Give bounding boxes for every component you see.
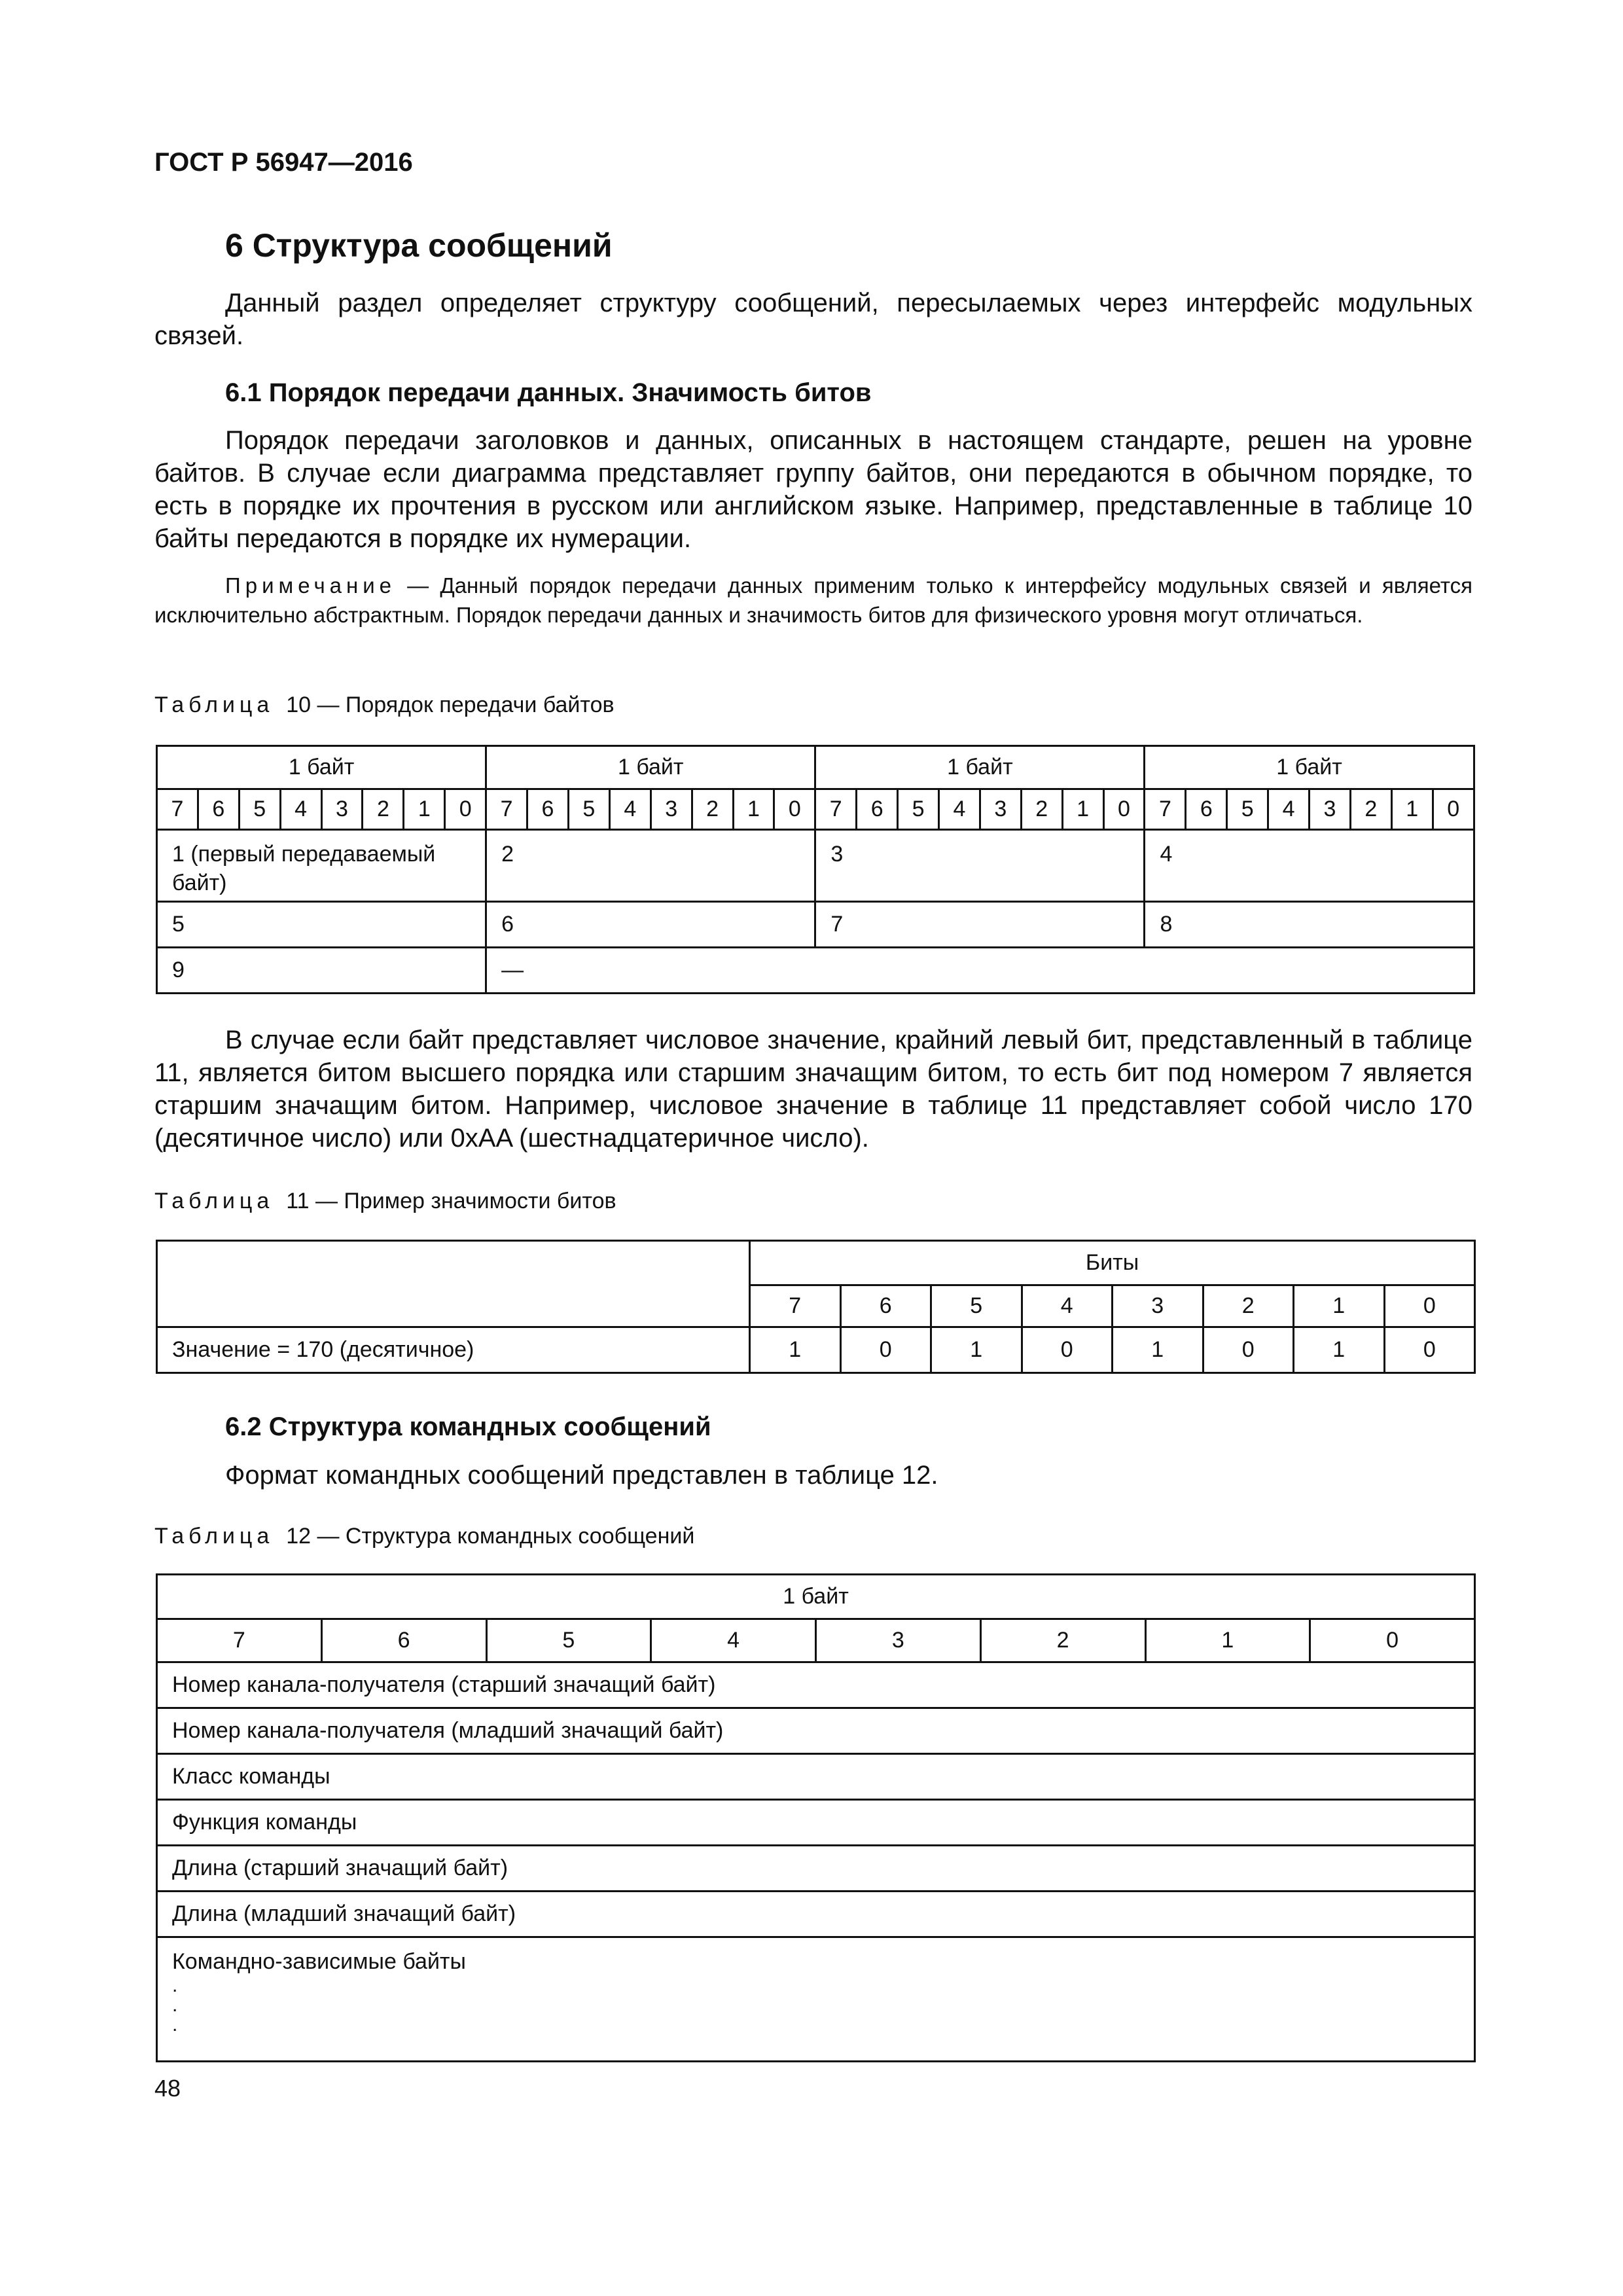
section-6-title: 6 Структура сообщений	[225, 227, 613, 264]
bit-cell: 2	[980, 1619, 1145, 1662]
command-dependent-bytes-cell	[157, 1937, 1475, 2062]
bit-cell: 2	[1350, 789, 1391, 830]
bit-cell: 3	[980, 789, 1021, 830]
table-10-cell: 8	[1145, 902, 1474, 948]
table-10-cell: 1 (первый передаваемый байт)	[157, 830, 486, 902]
bit-cell: 7	[157, 789, 198, 830]
bit-cell: 6	[857, 789, 898, 830]
section-6-intro: Данный раздел определяет структуру сообщений, пересылаемых через интерфейс модульных связей.	[154, 289, 1472, 350]
table-10-cell: 3	[815, 830, 1145, 902]
note-label: Примечание	[225, 573, 397, 598]
table-12-caption-label: Таблица	[154, 1524, 274, 1549]
table-10	[156, 745, 1475, 994]
bit-value: 0	[1203, 1327, 1294, 1373]
section-6-2-text: Формат командных сообщений представлен в таблице 12.	[225, 1461, 938, 1490]
section-6-1-text: Порядок передачи заголовков и данных, описанных в настоящем стандарте, решен на уровне байтов. В случае если диаграмма представляет группу байтов, они передаются в обычном порядке, то есть в порядке их прочтения в русском или английском языке. Например, представленные в таблице 10 байты передаются в порядке их нумерации.	[154, 426, 1472, 553]
byte-header: 1 байт	[815, 746, 1145, 789]
table-10-cell: 7	[815, 902, 1145, 948]
note	[154, 571, 1472, 630]
table-10-cell: 6	[486, 902, 815, 948]
bit-cell: 7	[815, 789, 857, 830]
bit-value: 0	[1022, 1327, 1113, 1373]
bit-cell: 2	[1203, 1285, 1294, 1327]
table-11-empty-header	[157, 1241, 750, 1327]
document-id: ГОСТ Р 56947—2016	[154, 148, 413, 177]
bit-cell: 3	[816, 1619, 981, 1662]
bit-cell: 4	[609, 789, 651, 830]
bit-cell: 0	[445, 789, 486, 830]
bit-cell: 5	[1227, 789, 1268, 830]
table-10-cell: 9	[157, 948, 486, 994]
bit-value: 0	[840, 1327, 931, 1373]
bit-value: 1	[1294, 1327, 1385, 1373]
section-6-2-title: 6.2 Структура командных сообщений	[225, 1412, 711, 1441]
bit-cell: 4	[651, 1619, 816, 1662]
message-field-row: Длина (младший значащий байт)	[157, 1892, 1475, 1937]
bit-cell: 1	[1294, 1285, 1385, 1327]
table-11-caption-text: 11 — Пример значимости битов	[286, 1189, 616, 1213]
bit-cell: 6	[840, 1285, 931, 1327]
section-6-1-title: 6.1 Порядок передачи данных. Значимость битов	[225, 378, 872, 407]
table-10-cell: 2	[486, 830, 815, 902]
bit-cell: 3	[1310, 789, 1351, 830]
ellipsis-dot: .	[172, 1994, 178, 2016]
bit-cell: 5	[898, 789, 939, 830]
bits-header: Биты	[750, 1241, 1475, 1285]
bit-cell: 4	[938, 789, 980, 830]
bit-cell: 2	[1021, 789, 1062, 830]
table-12-caption-text: 12 — Структура командных сообщений	[286, 1524, 695, 1549]
bit-cell: 3	[1113, 1285, 1204, 1327]
bit-cell: 7	[157, 1619, 322, 1662]
bit-cell: 4	[1268, 789, 1310, 830]
bit-value: 1	[750, 1327, 841, 1373]
bit-cell: 1	[1145, 1619, 1310, 1662]
table-10-cell: 4	[1145, 830, 1474, 902]
message-field-row: Командно-зависимые байты	[172, 1949, 466, 1974]
note-text: — Данный порядок передачи данных применим только к интерфейсу модульных связей и является исключительно абстрактным. Порядок передачи данных и значимость битов для физического уровня могут отличаться.	[154, 573, 1472, 627]
bit-cell: 0	[1103, 789, 1145, 830]
table-10-cell: —	[486, 948, 1474, 994]
bit-cell: 5	[568, 789, 609, 830]
bit-cell: 1	[404, 789, 445, 830]
bit-significance-text: В случае если байт представляет числовое значение, крайний левый бит, представленный в таблице 11, является битом высшего порядка или старшим значащим битом, то есть бит под номером 7 является старшим значащим битом. Например, числовое значение в таблице 11 представляет собой число 170 (десятичное число) или 0xAA (шестнадцатеричное число).	[154, 1026, 1472, 1153]
table-10-caption-label: Таблица	[154, 692, 274, 717]
bit-cell: 1	[1062, 789, 1103, 830]
table-11	[156, 1240, 1476, 1374]
bit-cell: 6	[198, 789, 239, 830]
bit-cell: 3	[321, 789, 363, 830]
bit-cell: 1	[1391, 789, 1433, 830]
table-10-caption	[154, 692, 615, 718]
bit-cell: 5	[239, 789, 280, 830]
table-11-caption-label: Таблица	[154, 1189, 274, 1213]
value-label: Значение = 170 (десятичное)	[157, 1327, 750, 1373]
message-field-row: Номер канала-получателя (младший значащий байт)	[157, 1708, 1475, 1754]
table-11-caption	[154, 1189, 616, 1214]
bit-cell: 5	[486, 1619, 651, 1662]
page-number: 48	[154, 2075, 181, 2102]
bit-cell: 7	[486, 789, 527, 830]
bit-cell: 1	[733, 789, 774, 830]
bit-value: 1	[931, 1327, 1022, 1373]
message-field-row: Класс команды	[157, 1754, 1475, 1800]
bit-cell: 6	[321, 1619, 486, 1662]
bit-cell: 4	[1022, 1285, 1113, 1327]
bit-cell: 7	[750, 1285, 841, 1327]
bit-cell: 6	[527, 789, 569, 830]
byte-header: 1 байт	[157, 1575, 1475, 1619]
bit-cell: 2	[692, 789, 733, 830]
byte-header: 1 байт	[486, 746, 815, 789]
table-12-caption	[154, 1524, 694, 1549]
table-10-caption-text: 10 — Порядок передачи байтов	[286, 692, 615, 717]
ellipsis-dot: .	[172, 2014, 178, 2036]
bit-cell: 6	[1186, 789, 1227, 830]
bit-cell: 5	[931, 1285, 1022, 1327]
table-10-cell: 5	[157, 902, 486, 948]
message-field-row: Функция команды	[157, 1800, 1475, 1846]
bit-value: 0	[1384, 1327, 1475, 1373]
table-12	[156, 1573, 1476, 2062]
byte-header: 1 байт	[1145, 746, 1474, 789]
bit-cell: 7	[1145, 789, 1186, 830]
bit-cell: 0	[1310, 1619, 1475, 1662]
bit-cell: 0	[774, 789, 815, 830]
bit-cell: 2	[363, 789, 404, 830]
message-field-row: Длина (старший значащий байт)	[157, 1846, 1475, 1892]
bit-cell: 3	[651, 789, 692, 830]
bit-value: 1	[1113, 1327, 1204, 1373]
byte-header: 1 байт	[157, 746, 486, 789]
bit-cell: 4	[280, 789, 321, 830]
bit-cell: 0	[1433, 789, 1474, 830]
message-field-row: Номер канала-получателя (старший значащий байт)	[157, 1662, 1475, 1708]
bit-cell: 0	[1384, 1285, 1475, 1327]
ellipsis-dot: .	[172, 1975, 178, 1996]
